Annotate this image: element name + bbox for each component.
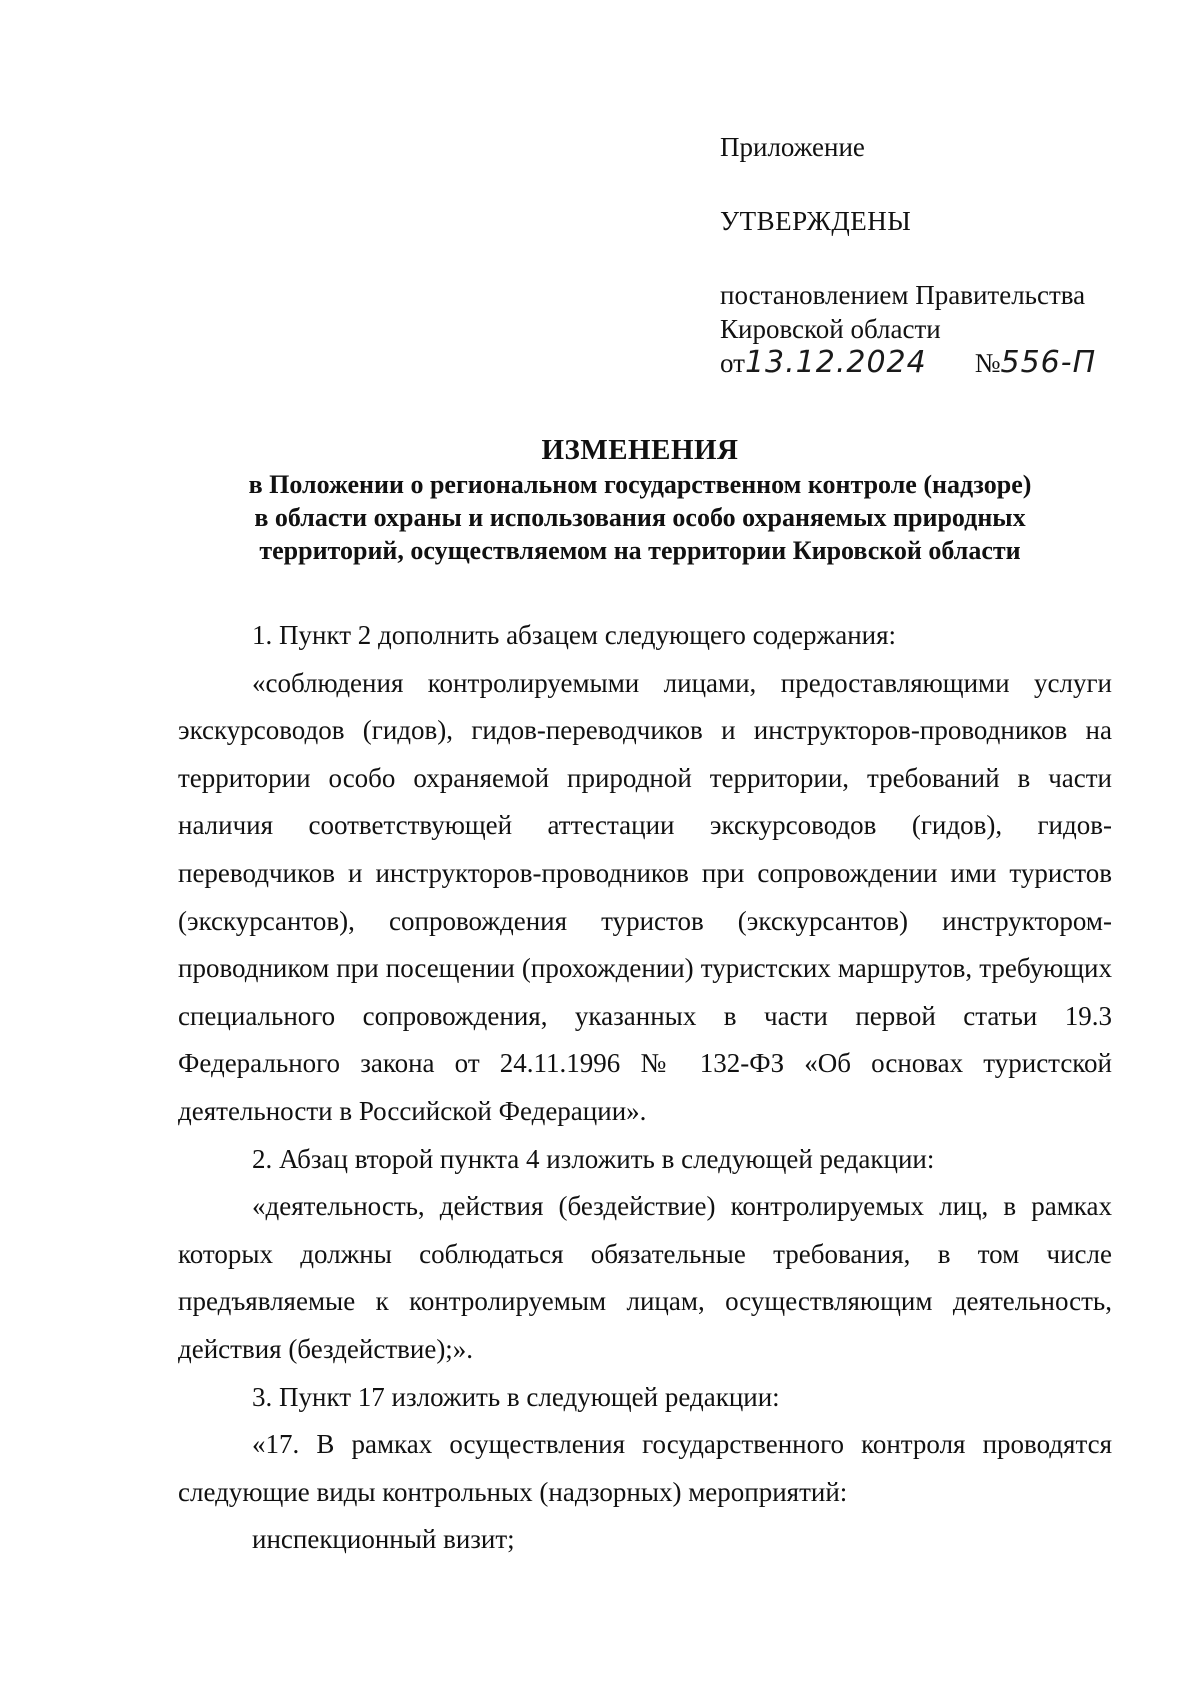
paragraph-item-1: 1. Пункт 2 дополнить абзацем следующего содержания: [252,620,897,650]
paragraph-item-3-text: «17. В рамках осуществления государственного контроля проводятся следующие виды контрольных (надзорных) мероприятий: [178,1429,1112,1507]
document-body [178,612,1112,1564]
document-subtitle-line-3: территорий, осуществляемом на территории Кировской области [259,536,1021,565]
approved-by-line-2: Кировской области [720,314,941,344]
document-title-block [160,432,1120,567]
paragraph-item-3: 3. Пункт 17 изложить в следующей редакции: [252,1381,780,1412]
document-subtitle-line-1: в Положении о региональном государственном контроле (надзоре) [248,470,1032,499]
approved-by-line-1: постановлением Правительства [720,280,1086,310]
approved-label: УТВЕРЖДЕНЫ [720,206,912,236]
document-title: ИЗМЕНЕНИЯ [541,434,739,466]
handwritten-number: 556-П [1000,345,1097,380]
paragraph-inspection-visit: инспекционный визит; [252,1524,515,1555]
date-number-line [720,346,1140,380]
paragraph-item-2: 2. Абзац второй пункта 4 изложить в следующей редакции: [252,1143,935,1174]
date-prefix: от [720,348,745,378]
paragraph-item-2-text: «деятельность, действия (бездействие) контролируемых лиц, в рамках которых должны соблюдаться обязательные требования, в том числе предъявляемые к контролируемым лицам, осуществляющим деятельность, действия (бездействие);». [178,1191,1112,1364]
appendix-label: Приложение [720,132,865,162]
approval-block [720,130,1140,380]
handwritten-date: 13.12.2024 [744,345,927,380]
paragraph-item-1-text: «соблюдения контролируемыми лицами, предоставляющими услуги экскурсоводов (гидов), гидов-переводчиков и инструкторов-проводников на территории особо охраняемой природной территории, требований в части наличия соответствующей аттестации экскурсоводов (гидов), гидов-переводчиков и инструкторов-проводников при сопровождении ими туристов (экскурсантов), сопровождения туристов (экскурсантов) инструктором-проводником при посещении (прохождении) туристских маршрутов, требующих специального сопровождения, указанных в части первой статьи 19.3 Федерального закона от 24.11.1996 № 132-ФЗ «Об основах туристской деятельности в Российской Федерации». [178,667,1112,1126]
number-prefix: № [974,348,1001,378]
document-subtitle-line-2: в области охраны и использования особо охраняемых природных [254,503,1026,532]
